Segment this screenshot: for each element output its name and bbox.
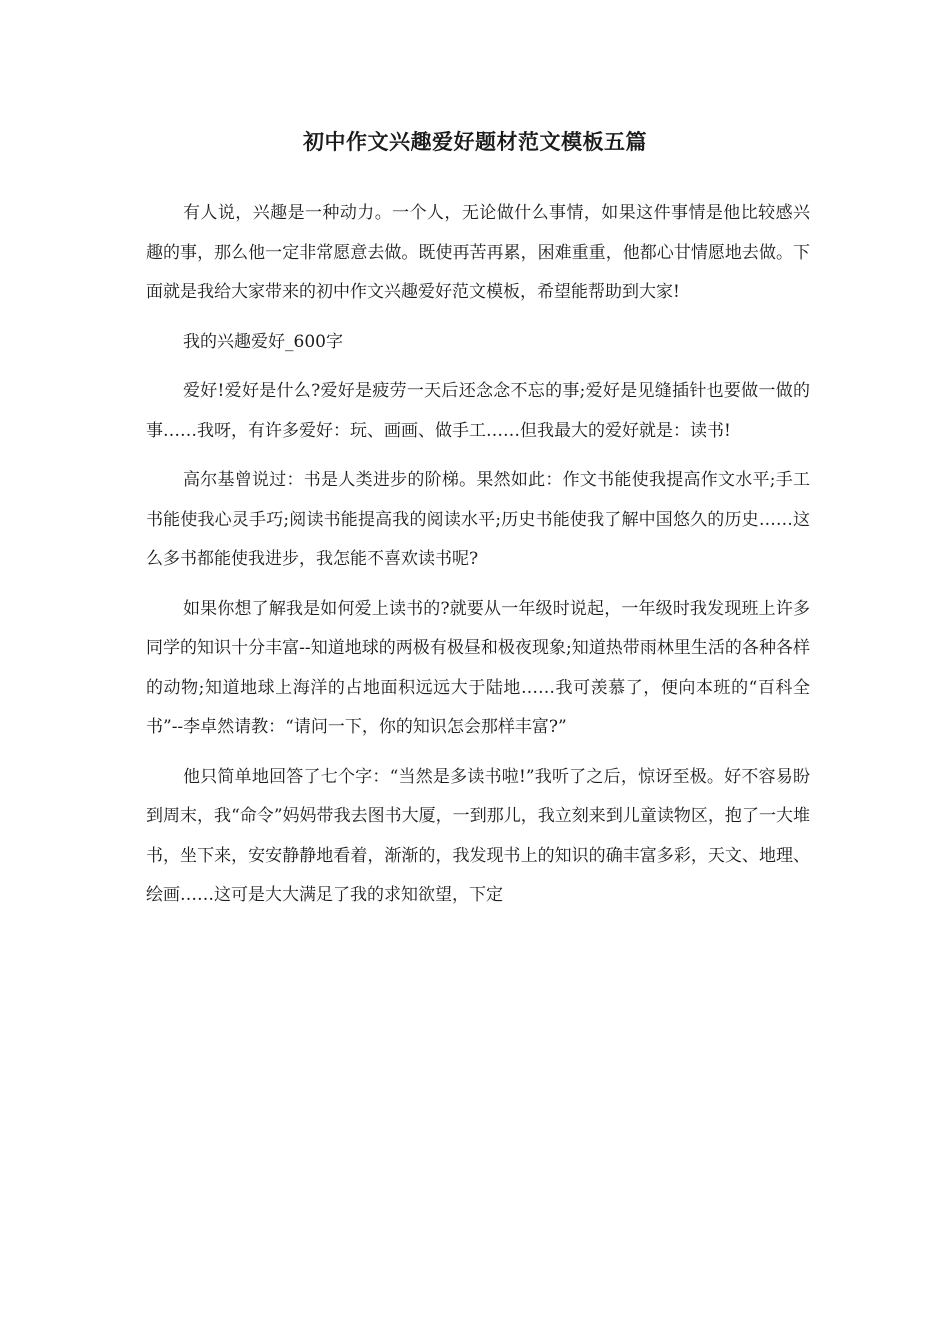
body-paragraph: 高尔基曾说过：书是人类进步的阶梯。果然如此：作文书能使我提高作文水平;手工书能使我心灵手巧;阅读书能提高我的阅读水平;历史书能使我了解中国悠久的历史……这么多书都能使我进步，我怎能不喜欢读书呢?: [146, 470, 810, 569]
body-paragraph: 他只简单地回答了七个字：“当然是多读书啦!”我听了之后，惊讶至极。好不容易盼到周末，我“命令”妈妈带我去图书大厦，一到那儿，我立刻来到儿童读物区，抱了一大堆书，坐下来，安安静静地看着，渐渐的，我发现书上的知识的确丰富多彩，天文、地理、绘画……这可是大大满足了我的求知欲望，下定: [146, 766, 810, 905]
intro-paragraph: 有人说，兴趣是一种动力。一个人，无论做什么事情，如果这件事情是他比较感兴趣的事，那么他一定非常愿意去做。既使再苦再累，困难重重，他都心甘情愿地去做。下面就是我给大家带来的初中作文兴趣爱好范文模板，希望能帮助到大家!: [146, 203, 810, 302]
body-paragraph: 爱好!爱好是什么?爱好是疲劳一天后还念念不忘的事;爱好是见缝插针也要做一做的事……我呀，有许多爱好：玩、画画、做手工……但我最大的爱好就是：读书!: [146, 381, 810, 441]
document-body: [146, 194, 810, 926]
body-paragraph: 如果你想了解我是如何爱上读书的?就要从一年级时说起，一年级时我发现班上许多同学的知识十分丰富--知道地球的两极有极昼和极夜现象;知道热带雨林里生活的各种各样的动物;知道地球上海洋的占地面积远远大于陆地……我可羡慕了，便向本班的“百科全书”--李卓然请教：“请问一下，你的知识怎会那样丰富?”: [146, 598, 810, 737]
section-heading: 我的兴趣爱好_600字: [183, 331, 343, 352]
document-title: 初中作文兴趣爱好题材范文模板五篇: [303, 129, 647, 154]
